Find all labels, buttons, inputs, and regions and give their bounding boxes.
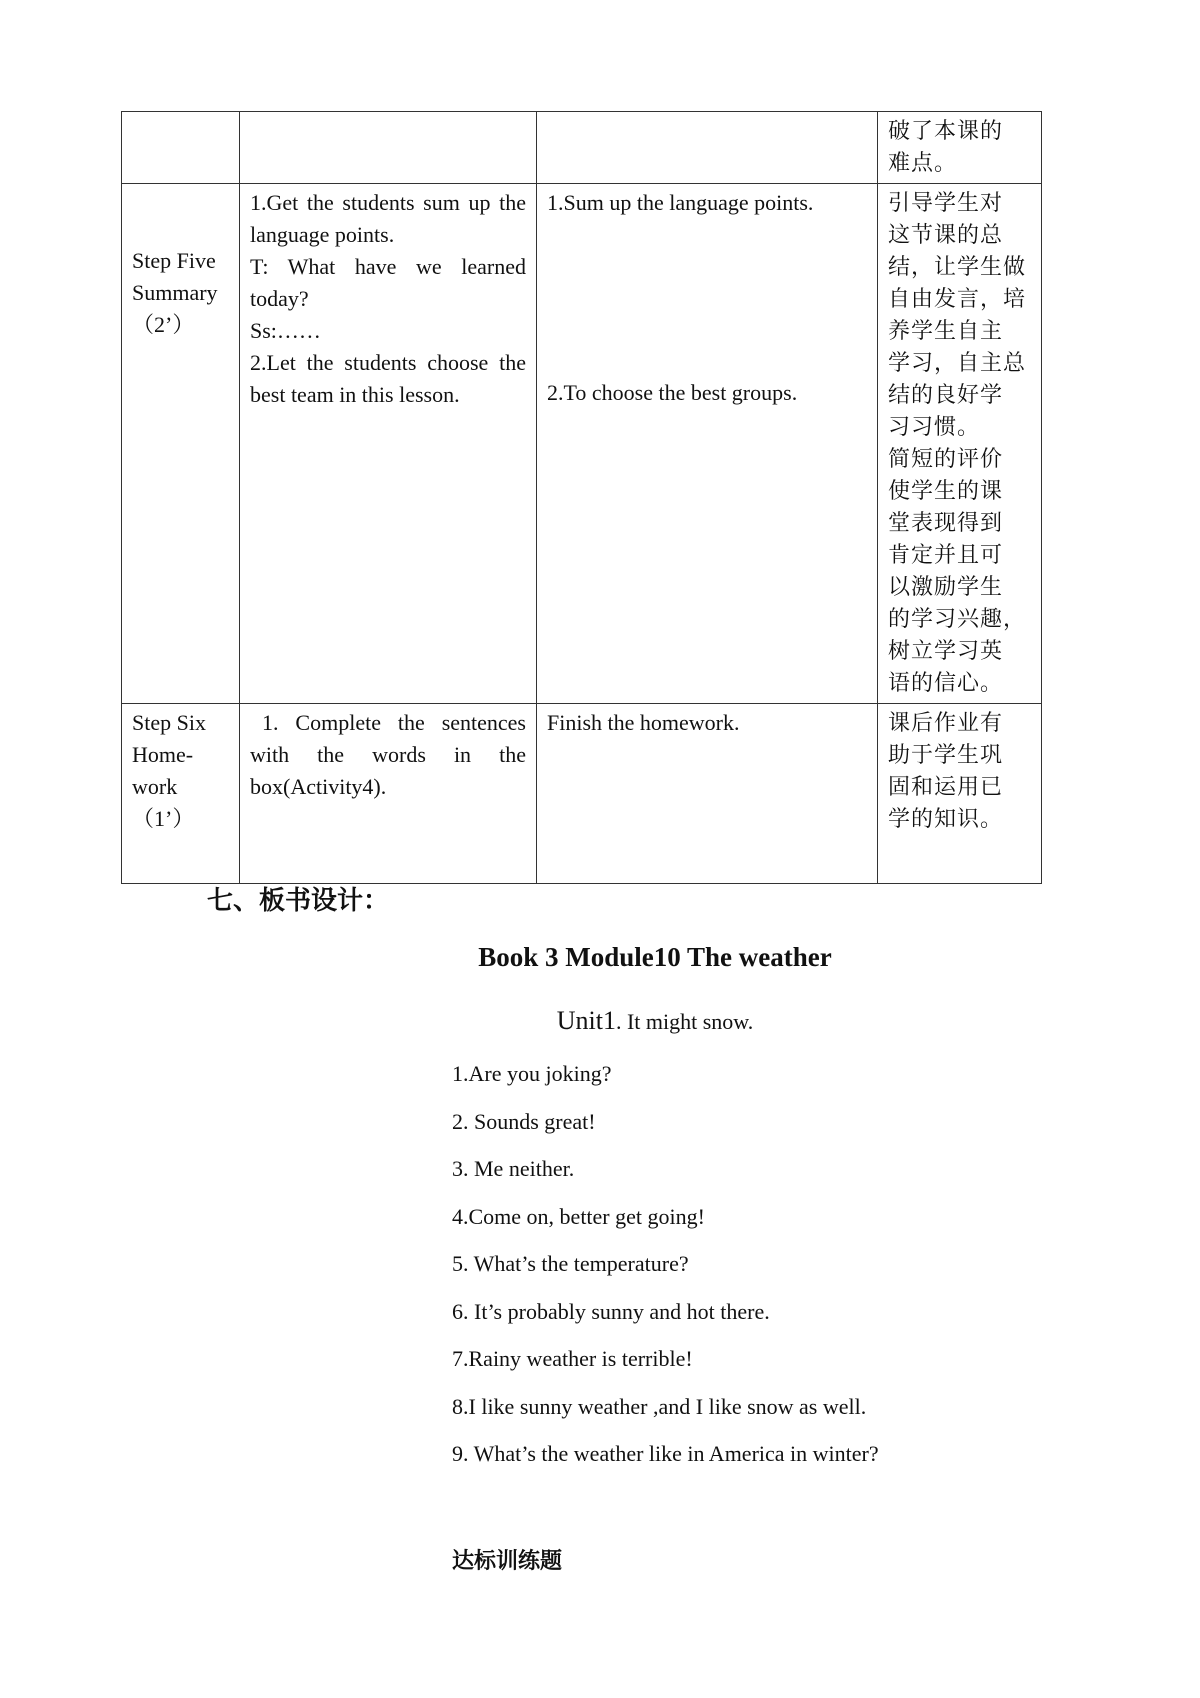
teacher-activity-text: Ss:…… — [250, 318, 321, 343]
step-name: work — [132, 774, 178, 799]
list-item: 7.Rainy weather is terrible! — [452, 1346, 693, 1371]
table-row — [122, 184, 1042, 704]
step-time: （1’） — [132, 806, 195, 831]
step-name: Step Five — [132, 248, 216, 273]
purpose-line: 树立学习英 — [888, 638, 1004, 663]
purpose-line: 学习，自主总 — [888, 350, 1027, 375]
purpose-line: 使学生的课 — [888, 478, 1004, 503]
key-phrases-list — [452, 1058, 879, 1486]
table-row — [122, 704, 1042, 884]
purpose-line: 以激励学生 — [888, 574, 1004, 599]
practice-heading: 达标训练题 — [452, 1549, 563, 1574]
teacher-activity-cell — [240, 112, 537, 184]
purpose-line: 难点。 — [888, 150, 958, 175]
purpose-line: 结，让学生做 — [888, 254, 1027, 279]
purpose-line: 固和运用已 — [888, 774, 1004, 799]
step-time: （2’） — [132, 312, 195, 337]
lesson-plan-table — [121, 111, 1042, 884]
list-item: 5. What’s the temperature? — [452, 1251, 689, 1276]
list-item: 3. Me neither. — [452, 1156, 575, 1181]
table-row — [122, 112, 1042, 184]
purpose-line: 养学生自主 — [888, 318, 1004, 343]
teacher-activity-cell — [240, 184, 537, 704]
list-item: 1.Are you joking? — [452, 1061, 612, 1086]
student-activity-text: Finish the homework. — [547, 710, 740, 735]
purpose-line: 语的信心。 — [888, 670, 1004, 695]
step-cell — [122, 704, 240, 884]
teacher-activity-cell — [240, 704, 537, 884]
step-name: Summary — [132, 280, 218, 305]
unit-prefix: Unit1 — [556, 1006, 616, 1035]
purpose-line: 这节课的总 — [888, 222, 1004, 247]
purpose-cell — [878, 112, 1042, 184]
teacher-activity-text: 2.Let the students choose the best team in this lesson. — [250, 350, 526, 407]
purpose-line: 的学习兴趣， — [888, 606, 1027, 631]
purpose-line: 引导学生对 — [888, 190, 1004, 215]
purpose-line: 课后作业有 — [888, 710, 1004, 735]
purpose-line: 堂表现得到 — [888, 510, 1004, 535]
step-name: Step Six — [132, 710, 206, 735]
teacher-activity-text: 1.Get the students sum up the language points. — [250, 190, 526, 247]
purpose-line: 破了本课的 — [888, 118, 1004, 143]
book-title: Book 3 Module10 The weather — [478, 942, 832, 972]
board-design-heading: 七、板书设计： — [207, 886, 390, 916]
list-item: 8.I like sunny weather ,and I like snow as well. — [452, 1393, 867, 1419]
purpose-line: 结的良好学 — [888, 382, 1004, 407]
purpose-cell — [878, 184, 1042, 704]
unit-subtitle: . It might snow. — [615, 1009, 754, 1034]
step-cell — [122, 112, 240, 184]
purpose-line: 自由发言，培 — [888, 286, 1027, 311]
step-name: Home- — [132, 742, 194, 767]
list-item: 2. Sounds great! — [452, 1108, 596, 1134]
unit-title — [0, 1006, 1200, 1036]
student-activity-text: 2.To choose the best groups. — [547, 380, 798, 405]
purpose-line: 肯定并且可 — [888, 542, 1004, 567]
purpose-line: 简短的评价 — [888, 446, 1004, 471]
purpose-line: 助于学生巩 — [888, 742, 1004, 767]
teacher-activity-text: T: What have we learned today? — [250, 254, 526, 311]
student-activity-cell — [537, 704, 878, 884]
student-activity-text: 1.Sum up the language points. — [547, 190, 814, 215]
teacher-activity-text: 1. Complete the sentences with the words in the box(Activity4). — [250, 710, 526, 799]
purpose-line: 习习惯。 — [888, 414, 981, 439]
purpose-line: 学的知识。 — [888, 806, 1004, 831]
student-activity-cell — [537, 184, 878, 704]
list-item: 6. It’s probably sunny and hot there. — [452, 1298, 770, 1324]
list-item: 4.Come on, better get going! — [452, 1203, 705, 1229]
purpose-cell — [878, 704, 1042, 884]
step-cell — [122, 184, 240, 704]
list-item: 9. What’s the weather like in America in winter? — [452, 1441, 879, 1466]
student-activity-cell — [537, 112, 878, 184]
